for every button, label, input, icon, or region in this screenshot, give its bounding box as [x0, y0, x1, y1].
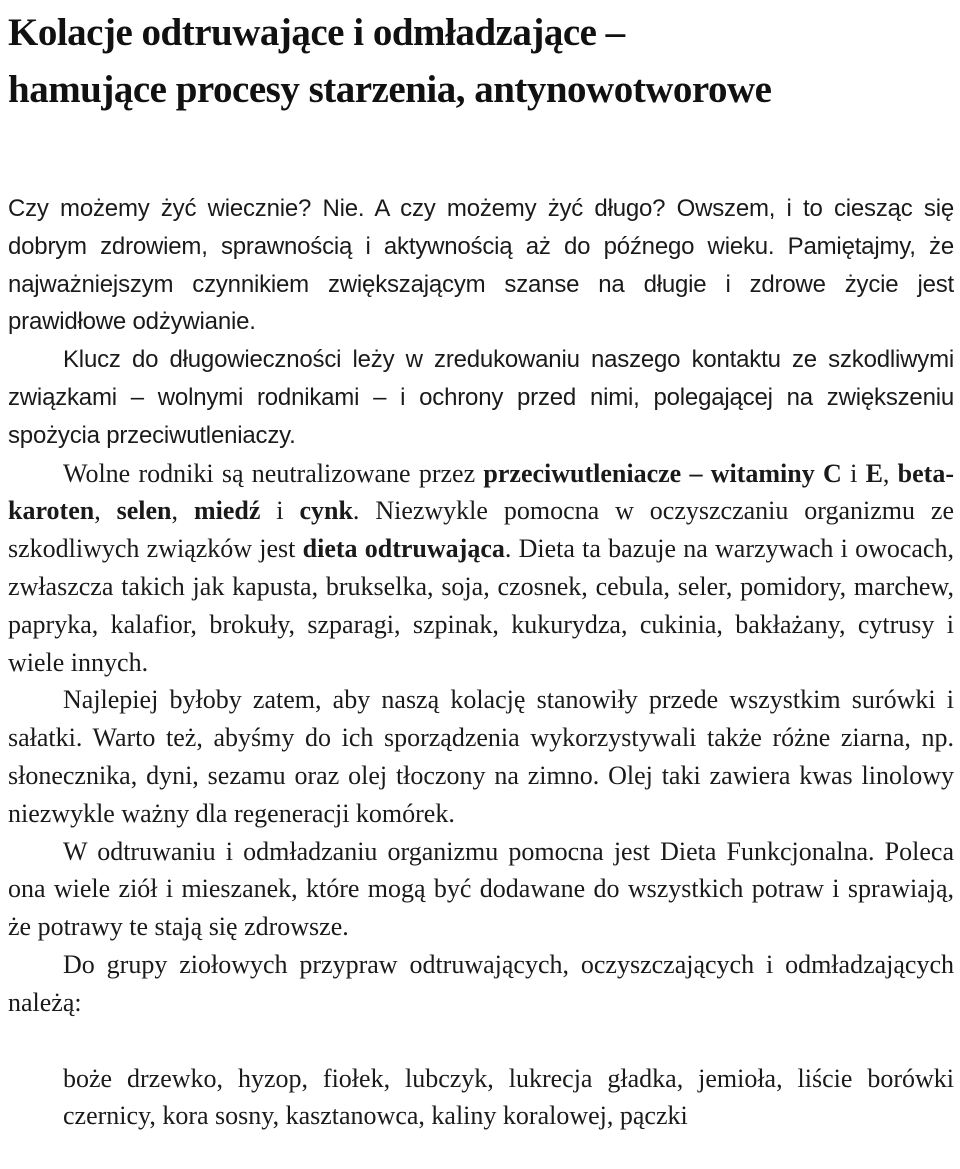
bold-term: selen: [116, 496, 172, 526]
bold-term: cynk: [299, 496, 353, 526]
article-body: [8, 190, 954, 1135]
text-segment: ,: [882, 458, 898, 488]
title-line-1: Kolacje odtruwające i odmładzające –: [8, 11, 625, 54]
paragraph-herb-group: Do grupy ziołowych przypraw odtruwających, oczyszczających i odmładzających należą:: [8, 949, 954, 1017]
text-segment: Wolne rodniki są neutralizowane przez: [63, 458, 484, 488]
paragraph-longevity: Klucz do długowieczności leży w zredukowaniu naszego kontaktu ze szkodliwymi związkami – wolnymi rodnikami – i ochrony przed nimi, polegającej na zwiększeniu spożycia przeciwutleniaczy.: [8, 346, 954, 449]
bold-term: beta-karoten: [8, 458, 954, 526]
title-line-2: hamujące procesy starzenia, antynowotworowe: [8, 68, 772, 111]
text-segment: ,: [171, 496, 194, 526]
text-segment: . Dieta ta bazuje na warzywach i owocach, zwłaszcza takich jak kapusta, brukselka, soja, czosnek, cebula, seler, pomidory, marchew, papryka, kalafior, brokuły, szparagi, szpinak, kukurydza, cukinia, bakłażany, cytrusy i wiele innych.: [8, 534, 954, 677]
bold-term: przeciwutleniacze – witaminy C: [483, 458, 842, 488]
text-segment: i: [841, 458, 866, 488]
paragraph-antioxidants: [8, 455, 954, 682]
herb-list: boże drzewko, hyzop, fiołek, lubczyk, lukrecja gładka, jemioła, liście borówki czernicy, kora sosny, kasztanowca, kaliny koralowej, pączki: [63, 1063, 954, 1131]
paragraph-salads: Najlepiej byłoby zatem, aby naszą kolację stanowiły przede wszystkim surówki i sałatki. Warto też, abyśmy do ich sporządzenia wykorzystywali także różne ziarna, np. słonecznika, dyni, sezamu oraz olej tłoczony na zimno. Olej taki zawiera kwas linolowy niezwykle ważny dla regeneracji komórek.: [8, 685, 954, 828]
page-title: [8, 0, 954, 118]
paragraph-intro: Czy możemy żyć wiecznie? Nie. A czy możemy żyć długo? Owszem, i to ciesząc się dobrym zdrowiem, sprawnością i aktywnością aż do późnego wieku. Pamiętajmy, że najważniejszym czynnikiem zwiększającym szanse na długie i zdrowe życie jest prawidłowe odżywianie.: [8, 195, 954, 336]
text-segment: ,: [94, 496, 117, 526]
bold-term: E: [865, 458, 883, 488]
paragraph-functional-diet: W odtruwaniu i odmładzaniu organizmu pomocna jest Dieta Funkcjonalna. Poleca ona wiele ziół i mieszanek, które mogą być dodawane do wszystkich potraw i sprawiają, że potrawy te stają się zdrowsze.: [8, 836, 954, 942]
bold-term: dieta odtruwająca: [302, 534, 505, 564]
text-segment: . Niezwykle pomocna w oczyszczaniu organizmu ze szkodliwych związków jest: [8, 496, 955, 564]
text-segment: i: [260, 496, 300, 526]
bold-term: miedź: [193, 496, 261, 526]
